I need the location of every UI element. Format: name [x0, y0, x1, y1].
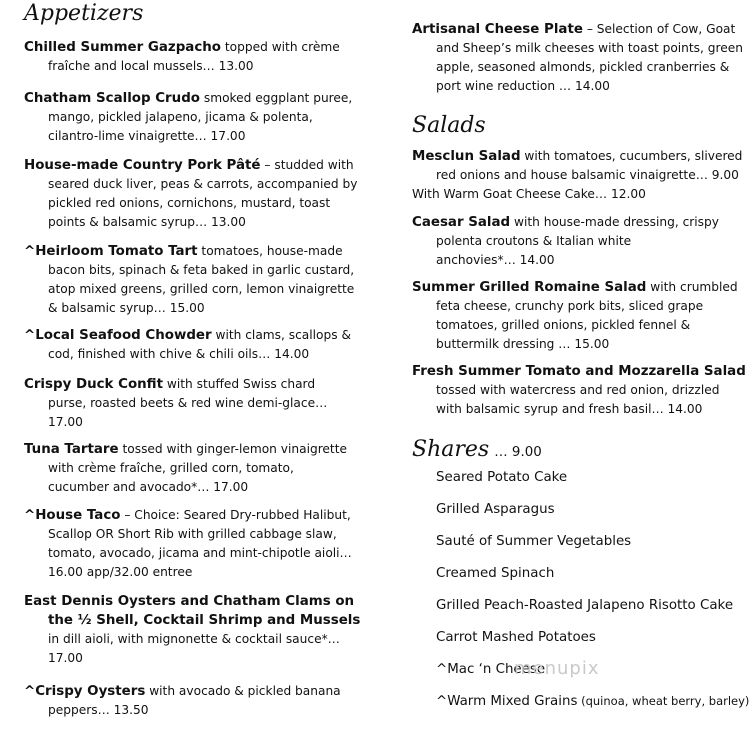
appetizer-desc-line: 17.00 — [48, 415, 83, 429]
cheese-desc-line: apple, seasoned almonds, pickled cranberries & — [436, 60, 730, 74]
appetizer-desc-line: pickled red onions, cornichons, mustard, toast — [48, 196, 331, 210]
appetizer-item — [24, 440, 379, 497]
appetizer-name: Crispy Duck Confit — [24, 377, 164, 392]
appetizer-desc: topped with crème — [221, 40, 340, 54]
appetizer-desc-line: bacon bits, spinach & feta baked in garlic custard, — [48, 263, 355, 277]
salad-desc-line: tossed with watercress and red onion, drizzled — [436, 383, 720, 397]
appetizer-desc-line: purse, roasted beets & red wine demi-glace… — [48, 396, 328, 410]
appetizer-first-line — [24, 682, 379, 701]
appetizer-desc: – studded with — [260, 158, 354, 172]
salad-name: Caesar Salad — [412, 215, 511, 230]
salad-item — [412, 278, 750, 354]
appetizer-first-line — [24, 506, 379, 525]
appetizer-name-cont: the ½ Shell, Cocktail Shrimp and Mussels — [48, 613, 361, 628]
appetizer-name: ^House Taco — [24, 508, 121, 523]
share-item: Creamed Spinach — [436, 566, 555, 581]
appetizer-desc: tomatoes, house-made — [197, 244, 343, 258]
cheese-item — [412, 20, 750, 96]
share-note: (quinoa, wheat berry, barley) — [577, 694, 750, 708]
appetizer-item — [24, 89, 379, 146]
appetizer-desc: with clams, scallops & — [211, 328, 351, 342]
appetizer-first-line — [24, 375, 379, 394]
share-item: Seared Potato Cake — [436, 470, 568, 485]
appetizer-first-line — [24, 440, 379, 459]
salad-name: Fresh Summer Tomato and Mozzarella Salad — [412, 364, 746, 379]
appetizer-name: ^Heirloom Tomato Tart — [24, 244, 198, 259]
appetizer-desc-line: peppers… 13.50 — [48, 703, 149, 717]
appetizers-heading: Appetizers — [24, 1, 144, 26]
watermark: menupix — [514, 658, 600, 679]
salad-name: Summer Grilled Romaine Salad — [412, 280, 647, 295]
appetizer-item — [24, 682, 379, 720]
share-item: Sauté of Summer Vegetables — [436, 534, 632, 549]
appetizer-desc-line: & balsamic syrup… 15.00 — [48, 301, 205, 315]
cheese-desc-line: and Sheep’s milk cheeses with toast points, green — [436, 41, 743, 55]
salad-desc-line: with balsamic syrup and fresh basil… 14.00 — [436, 402, 703, 416]
appetizer-desc-line: with crème fraîche, grilled corn, tomato, — [48, 461, 294, 475]
salad-desc: with tomatoes, cucumbers, slivered — [520, 149, 743, 163]
salad-desc-line: red onions and house balsamic vinaigrette… 9.00 — [436, 168, 739, 182]
appetizer-item — [24, 592, 379, 668]
appetizer-item — [24, 326, 379, 364]
appetizer-desc-line: cilantro-lime vinaigrette… 17.00 — [48, 129, 246, 143]
appetizer-item — [24, 156, 379, 232]
appetizer-desc-line: 16.00 app/32.00 entree — [48, 565, 193, 579]
share-item: ^Warm Mixed Grains (quinoa, wheat berry, barley) — [436, 694, 750, 709]
salad-desc-line: buttermilk dressing … 15.00 — [436, 337, 610, 351]
appetizer-item — [24, 38, 379, 76]
appetizer-desc-line: cod, finished with chive & chili oils… 14.00 — [48, 347, 310, 361]
appetizer-desc-line: cucumber and avocado*… 17.00 — [48, 480, 249, 494]
salads-heading: Salads — [412, 113, 486, 138]
shares-price: … 9.00 — [494, 445, 542, 460]
appetizer-desc-line: seared duck liver, peas & carrots, accompanied by — [48, 177, 358, 191]
cheese-name: Artisanal Cheese Plate — [412, 22, 583, 37]
salad-extra: With Warm Goat Cheese Cake… 12.00 — [412, 187, 646, 201]
salad-desc-line: anchovies*… 14.00 — [436, 253, 555, 267]
salad-desc: with house-made dressing, crispy — [510, 215, 719, 229]
appetizer-desc: smoked eggplant puree, — [199, 91, 353, 105]
appetizer-desc: – Choice: Seared Dry-rubbed Halibut, — [120, 508, 351, 522]
appetizer-desc-line: 17.00 — [48, 651, 83, 665]
appetizer-item — [24, 375, 379, 432]
cheese-desc-line: port wine reduction … 14.00 — [436, 79, 610, 93]
share-item: ^Mac ‘n Cheese — [436, 662, 546, 677]
salad-first-line — [412, 362, 750, 381]
share-item: Carrot Mashed Potatoes — [436, 630, 596, 645]
salad-desc-line: tomatoes, grilled onions, pickled fennel & — [436, 318, 691, 332]
appetizer-desc-line: points & balsamic syrup… 13.00 — [48, 215, 246, 229]
appetizer-first-line — [24, 38, 379, 57]
salad-item — [412, 147, 750, 204]
appetizer-name: Chatham Scallop Crudo — [24, 91, 200, 106]
salad-desc-line: polenta croutons & Italian white — [436, 234, 632, 248]
salad-name: Mesclun Salad — [412, 149, 521, 164]
salad-desc: with crumbled — [646, 280, 738, 294]
cheese-first-line — [412, 20, 750, 39]
appetizer-desc-line: atop mixed greens, grilled corn, lemon vinaigrette — [48, 282, 355, 296]
salad-first-line — [412, 278, 750, 297]
appetizer-desc-line: mango, pickled jalapeno, jicama & polenta, — [48, 110, 313, 124]
salad-item — [412, 362, 750, 419]
cheese-desc: – Selection of Cow, Goat — [582, 22, 736, 36]
appetizer-item — [24, 242, 379, 318]
appetizer-name: ^Local Seafood Chowder — [24, 328, 212, 343]
appetizer-name: ^Crispy Oysters — [24, 684, 146, 699]
shares-heading: Shares — [412, 437, 490, 462]
appetizer-first-line — [24, 89, 379, 108]
appetizer-first-line — [24, 592, 379, 611]
appetizer-desc-line: tomato, avocado, jicama and mint-chipotle aioli… — [48, 546, 352, 560]
salad-first-line — [412, 213, 750, 232]
appetizer-desc-line: in dill aioli, with mignonette & cocktail sauce*… — [48, 632, 340, 646]
appetizer-desc: with stuffed Swiss chard — [163, 377, 316, 391]
appetizer-desc-line: fraîche and local mussels… 13.00 — [48, 59, 254, 73]
appetizer-desc-line: Scallop OR Short Rib with grilled cabbage slaw, — [48, 527, 337, 541]
appetizer-desc: tossed with ginger-lemon vinaigrette — [118, 442, 347, 456]
share-item: Grilled Asparagus — [436, 502, 555, 517]
appetizer-name: House-made Country Pork Pâté — [24, 158, 261, 173]
share-item: Grilled Peach-Roasted Jalapeno Risotto Cake — [436, 598, 734, 613]
appetizer-name: Tuna Tartare — [24, 442, 119, 457]
appetizer-desc: with avocado & pickled banana — [145, 684, 341, 698]
shares-heading-row — [412, 436, 542, 464]
appetizer-name: East Dennis Oysters and Chatham Clams on — [24, 594, 355, 609]
appetizer-name: Chilled Summer Gazpacho — [24, 40, 222, 55]
salad-desc-line: feta cheese, crunchy pork bits, sliced grape — [436, 299, 704, 313]
appetizer-first-line — [24, 326, 379, 345]
appetizer-first-line — [24, 242, 379, 261]
appetizer-item — [24, 506, 379, 582]
salad-first-line — [412, 147, 750, 166]
appetizer-first-line — [24, 156, 379, 175]
salad-item — [412, 213, 750, 270]
